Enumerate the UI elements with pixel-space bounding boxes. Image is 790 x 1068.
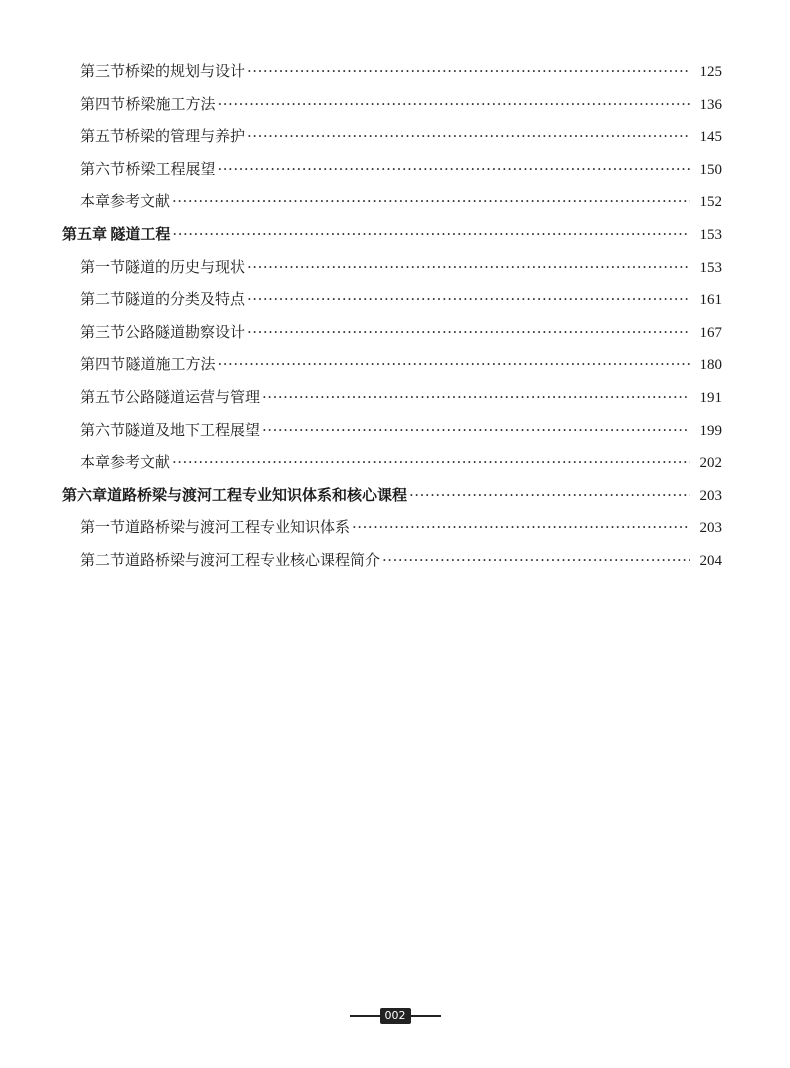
dot-leader: [218, 348, 690, 381]
toc-entry-title: 道路桥梁与渡河工程专业核心课程简介: [125, 550, 381, 569]
toc-entry-title: 道路桥梁与渡河工程专业知识体系和核心课程: [107, 485, 408, 504]
dot-leader: [172, 446, 690, 479]
toc-entry-title: 隧道的分类及特点: [125, 290, 246, 309]
dot-leader: [218, 88, 690, 121]
toc-entry-page: 150: [699, 161, 722, 178]
toc-entry-number: 第二节: [80, 290, 126, 309]
toc-entry-section[interactable]: [62, 414, 722, 447]
toc-entry-section[interactable]: [62, 153, 722, 186]
toc-entry-number: 第六节: [80, 159, 126, 178]
toc-entry-page: 153: [699, 226, 722, 243]
dot-leader: [352, 511, 690, 544]
toc-entry-title: 公路隧道运营与管理: [125, 387, 261, 406]
toc-entry-page: 203: [699, 520, 722, 537]
toc-entry-number: 第五节: [80, 127, 126, 146]
toc-entry-page: 204: [699, 552, 722, 569]
toc-entry-number: 第四节: [80, 94, 126, 113]
dot-leader: [382, 544, 690, 577]
toc-entry-title: 隧道的历史与现状: [125, 257, 246, 276]
toc-entry-title: 公路隧道勘察设计: [125, 322, 246, 341]
footer-rule-right: [411, 1015, 441, 1017]
toc-entry-chapter[interactable]: [62, 479, 722, 512]
toc-entry-number: 第三节: [80, 322, 126, 341]
dot-leader: [172, 185, 690, 218]
page-footer: [0, 1008, 790, 1024]
toc-entry-title: 隧道工程: [110, 224, 171, 243]
toc-entry-section[interactable]: [62, 88, 722, 121]
toc-entry-section[interactable]: [62, 544, 722, 577]
toc-entry-section[interactable]: [62, 283, 722, 316]
toc-entry-section[interactable]: [62, 251, 722, 284]
dot-leader: [247, 120, 690, 153]
dot-leader: [262, 414, 690, 447]
table-of-contents: [62, 55, 722, 577]
toc-entry-page: 167: [699, 324, 722, 341]
toc-entry-page: 152: [699, 194, 722, 211]
toc-entry-chapter[interactable]: [62, 218, 722, 251]
toc-entry-page: 136: [699, 96, 722, 113]
dot-leader: [172, 218, 690, 251]
toc-entry-page: 202: [699, 455, 722, 472]
toc-entry-title: 桥梁工程展望: [125, 159, 216, 178]
toc-entry-page: 125: [699, 64, 722, 80]
toc-entry-number: 第六章: [62, 485, 108, 504]
toc-entry-section[interactable]: [62, 55, 722, 88]
dot-leader: [247, 251, 690, 284]
dot-leader: [218, 153, 690, 186]
toc-entry-number: 第二节: [80, 550, 126, 569]
dot-leader: [247, 55, 690, 88]
footer-rule-left: [350, 1015, 380, 1017]
toc-entry-page: 203: [699, 487, 722, 504]
toc-entry-number: 第一节: [80, 518, 126, 537]
toc-entry-page: 153: [699, 259, 722, 276]
page-number-badge: 002: [380, 1008, 411, 1024]
dot-leader: [247, 316, 690, 349]
toc-entry-number: 第四节: [80, 355, 126, 374]
toc-entry-title: 道路桥梁与渡河工程专业知识体系: [125, 518, 351, 537]
toc-entry-title: 本章参考文献: [80, 453, 171, 472]
toc-entry-number: 第一节: [80, 257, 126, 276]
toc-entry-section[interactable]: [62, 381, 722, 414]
toc-entry-page: 180: [699, 357, 722, 374]
toc-entry-title: 本章参考文献: [80, 192, 171, 211]
toc-entry-references[interactable]: [62, 185, 722, 218]
dot-leader: [262, 381, 690, 414]
toc-entry-page: 161: [699, 292, 722, 309]
toc-entry-number: 第五节: [80, 387, 126, 406]
toc-entry-title: 桥梁的规划与设计: [125, 62, 246, 80]
toc-entry-section[interactable]: [62, 511, 722, 544]
toc-entry-section[interactable]: [62, 120, 722, 153]
dot-leader: [409, 479, 690, 512]
toc-entry-title: 隧道及地下工程展望: [125, 420, 261, 439]
toc-entry-page: 145: [699, 129, 722, 146]
toc-entry-page: 199: [699, 422, 722, 439]
toc-entry-number: 第三节: [80, 62, 126, 80]
toc-entry-number: 第六节: [80, 420, 126, 439]
toc-entry-title: 桥梁施工方法: [125, 94, 216, 113]
toc-entry-number: 第五章: [62, 224, 108, 243]
toc-entry-section[interactable]: [62, 316, 722, 349]
dot-leader: [247, 283, 690, 316]
toc-entry-title: 桥梁的管理与养护: [125, 127, 246, 146]
toc-entry-references[interactable]: [62, 446, 722, 479]
toc-entry-page: 191: [699, 389, 722, 406]
toc-entry-section[interactable]: [62, 348, 722, 381]
toc-entry-title: 隧道施工方法: [125, 355, 216, 374]
